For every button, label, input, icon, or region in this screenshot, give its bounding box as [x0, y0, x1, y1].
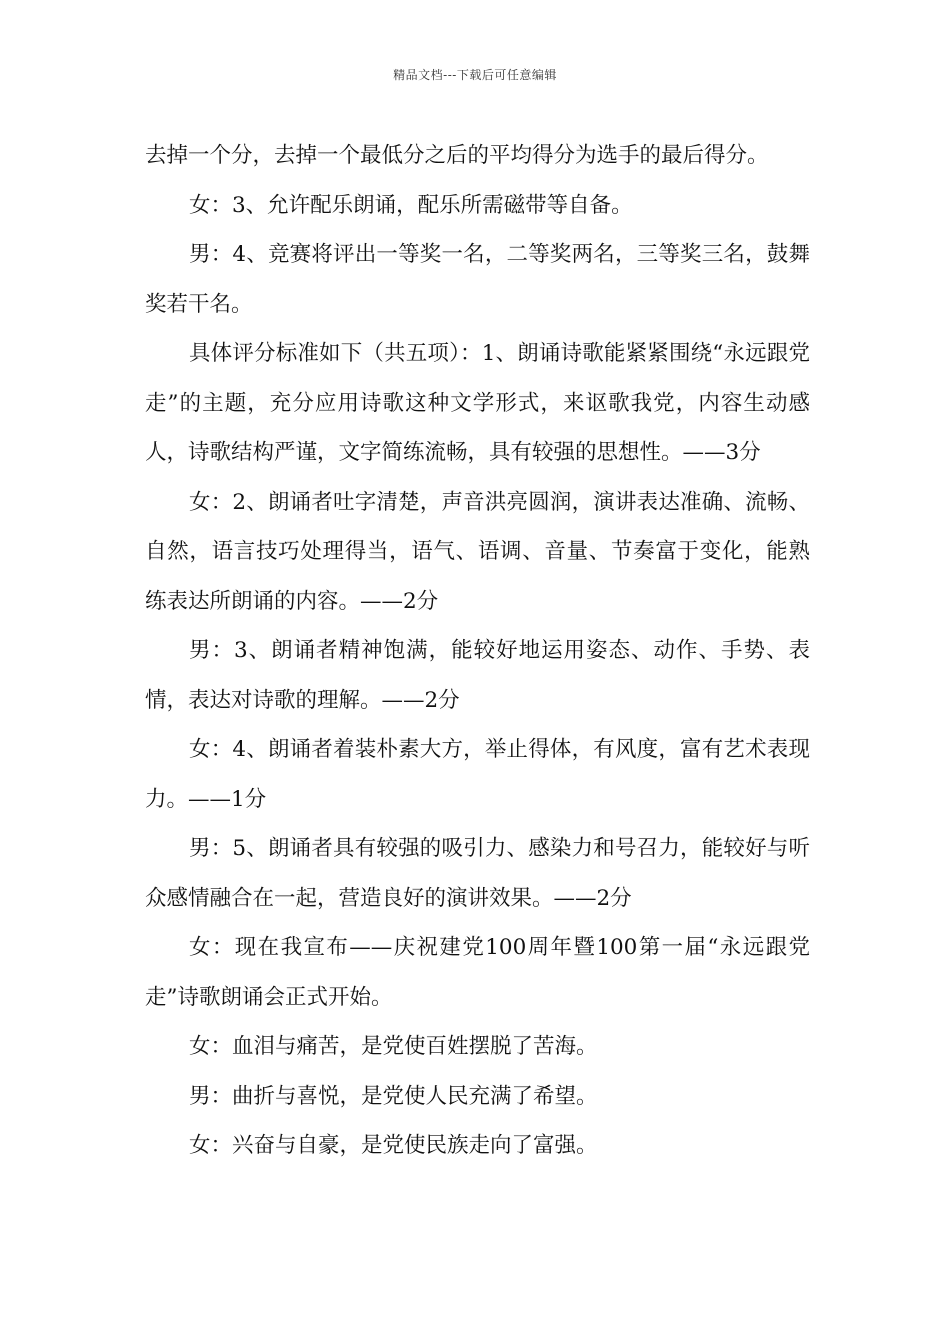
paragraph: 男：3、朗诵者精神饱满，能较好地运用姿态、动作、手势、表情，表达对诗歌的理解。——2分	[145, 638, 810, 713]
paragraph: 女：3、允许配乐朗诵，配乐所需磁带等自备。	[189, 192, 633, 218]
paragraph: 去掉一个分，去掉一个最低分之后的平均得分为选手的最后得分。	[145, 143, 769, 168]
paragraph: 女：现在我宣布——庆祝建党100周年暨100第一届“永远跟党走”诗歌朗诵会正式开始。	[145, 935, 810, 1010]
paragraph: 具体评分标准如下（共五项）：1、朗诵诗歌能紧紧围绕“永远跟党走”的主题，充分应用诗歌这种文学形式，来讴歌我党，内容生动感人，诗歌结构严谨，文字简练流畅，具有较强的思想性。——3分	[145, 341, 810, 465]
paragraph: 女：2、朗诵者吐字清楚，声音洪亮圆润，演讲表达准确、流畅、自然，语言技巧处理得当，语气、语调、音量、节奏富于变化，能熟练表达所朗诵的内容。——2分	[145, 489, 810, 614]
paragraph: 女：血泪与痛苦，是党使百姓摆脱了苦海。	[189, 1034, 598, 1059]
page-header: 精品文档---下载后可任意编辑	[393, 68, 557, 82]
paragraph: 男：曲折与喜悦，是党使人民充满了希望。	[189, 1083, 598, 1109]
paragraph: 女：兴奋与自豪，是党使民族走向了富强。	[189, 1133, 598, 1158]
paragraph: 女：4、朗诵者着装朴素大方，举止得体，有风度，富有艺术表现力。——1分	[145, 737, 810, 812]
document-body	[145, 131, 810, 1171]
paragraph: 男：4、竞赛将评出一等奖一名，二等奖两名，三等奖三名，鼓舞奖若干名。	[145, 242, 810, 317]
paragraph: 男：5、朗诵者具有较强的吸引力、感染力和号召力，能较好与听众感情融合在一起，营造良好的演讲效果。——2分	[145, 836, 810, 911]
